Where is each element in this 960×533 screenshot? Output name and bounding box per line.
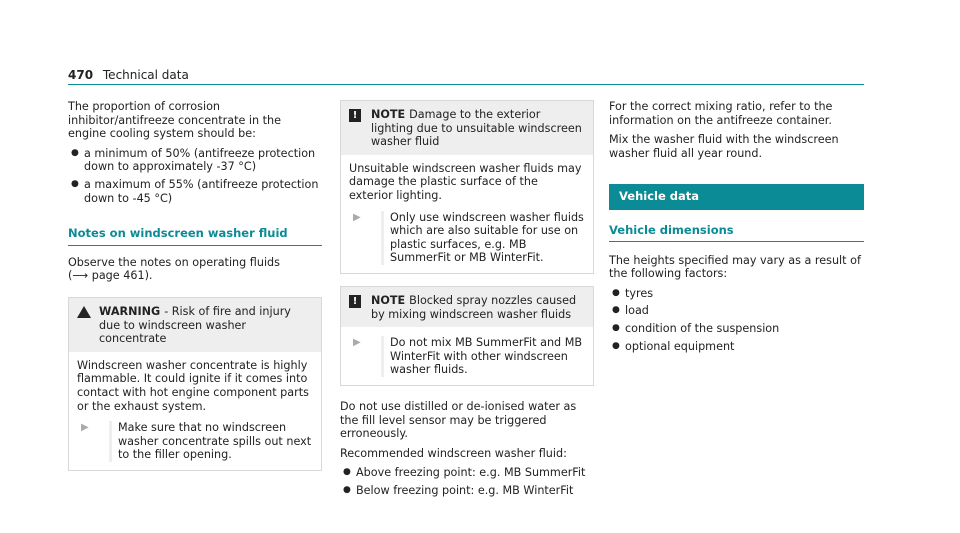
list-item: ● a minimum of 50% (antifreeze protection down to approximately -37 °C) — [71, 146, 316, 174]
section-heading: Notes on windscreen washer fluid — [68, 227, 322, 246]
warning-box — [68, 297, 322, 471]
antifreeze-intro: The proportion of corrosion inhibitor/antifreeze concentrate in the engine cooling system should be: — [68, 100, 282, 141]
warning-label: WARNING — [99, 304, 161, 318]
column-1 — [68, 100, 322, 483]
list-item: ● optional equipment — [612, 339, 735, 353]
page-reference-link[interactable]: page 461). — [91, 269, 153, 283]
list-item: ● a maximum of 55% (antifreeze protection down to -45 °C) — [71, 177, 319, 205]
step-arrow-icon: ▶ — [81, 422, 89, 434]
bullet-icon: ● — [612, 305, 620, 316]
step-arrow-icon: ▶ — [353, 211, 361, 223]
mix-fluid-text: Mix the washer fluid with the windscreen washer fluid all year round. — [609, 133, 839, 160]
warning-body: Windscreen washer concentrate is highly flammable. It could ignite if it comes into contact with hot engine component parts or the exhaust system. — [77, 358, 309, 413]
bullet-icon: ● — [71, 178, 79, 189]
page-reference-arrow-icon: ⟶ — [72, 269, 89, 283]
column-3 — [609, 100, 864, 359]
warning-title: - Risk of fire and injury due to windscreen washer concentrate — [99, 304, 291, 346]
bullet-icon: ● — [612, 287, 620, 298]
list-item: ● Below freezing point: e.g. MB WinterFit — [343, 483, 574, 497]
list-item: ● condition of the suspension — [612, 321, 780, 335]
note-icon: ! — [349, 109, 361, 122]
list-item: ● Above freezing point: e.g. MB SummerFit — [343, 466, 586, 480]
observe-notes: Observe the notes on operating fluids (⟶ page 461). — [68, 255, 280, 283]
bullet-icon: ● — [343, 484, 351, 495]
warning-icon — [77, 306, 91, 318]
bullet-icon: ● — [343, 467, 351, 478]
warning-step: Make sure that no windscreen washer concentrate spills out next to the filler opening. — [109, 421, 313, 462]
page-number: 470 — [68, 68, 94, 82]
bullet-icon: ● — [612, 322, 620, 333]
bullet-icon: ● — [612, 340, 620, 351]
note-step: Do not mix MB SummerFit and MB WinterFit with other windscreen washer fluids. — [381, 336, 585, 377]
mixing-ratio-text: For the correct mixing ratio, refer to the information on the antifreeze container. — [609, 100, 833, 127]
recommended-fluid-intro: Recommended windscreen washer fluid: — [340, 446, 567, 460]
note-label: NOTE — [371, 293, 406, 307]
note-step: Only use windscreen washer fluids which are also suitable for use on plastic surfaces, e.g. MB SummerFit or MB WinterFit. — [381, 211, 585, 265]
note-label: NOTE — [371, 108, 406, 121]
note-icon: ! — [349, 295, 361, 308]
factors-list — [609, 287, 864, 353]
step-arrow-icon: ▶ — [353, 337, 361, 349]
recommended-fluid-list — [340, 466, 594, 497]
antifreeze-list — [68, 147, 322, 205]
bullet-icon: ● — [71, 147, 79, 158]
note-title: Blocked spray nozzles caused by mixing windscreen washer fluids — [371, 293, 577, 321]
note-box — [340, 286, 594, 386]
note-title: Damage to the exterior lighting due to unsuitable windscreen washer fluid — [371, 108, 582, 149]
subsection-heading: Vehicle dimensions — [609, 224, 864, 242]
section-banner: Vehicle data — [609, 184, 864, 210]
list-item: ● tyres — [612, 286, 654, 300]
list-item: ● load — [612, 304, 649, 318]
page-title: Technical data — [102, 68, 189, 82]
heights-intro: The heights specified may vary as a result of the following factors: — [609, 253, 861, 281]
note-box — [340, 100, 594, 274]
header-rule — [68, 84, 864, 85]
distilled-water-note: Do not use distilled or de-ionised water as the fill level sensor may be triggered erroneously. — [340, 399, 577, 441]
page-header — [68, 68, 189, 82]
note-body: Unsuitable windscreen washer fluids may damage the plastic surface of the exterior lighting. — [349, 161, 582, 202]
column-2 — [340, 100, 594, 503]
